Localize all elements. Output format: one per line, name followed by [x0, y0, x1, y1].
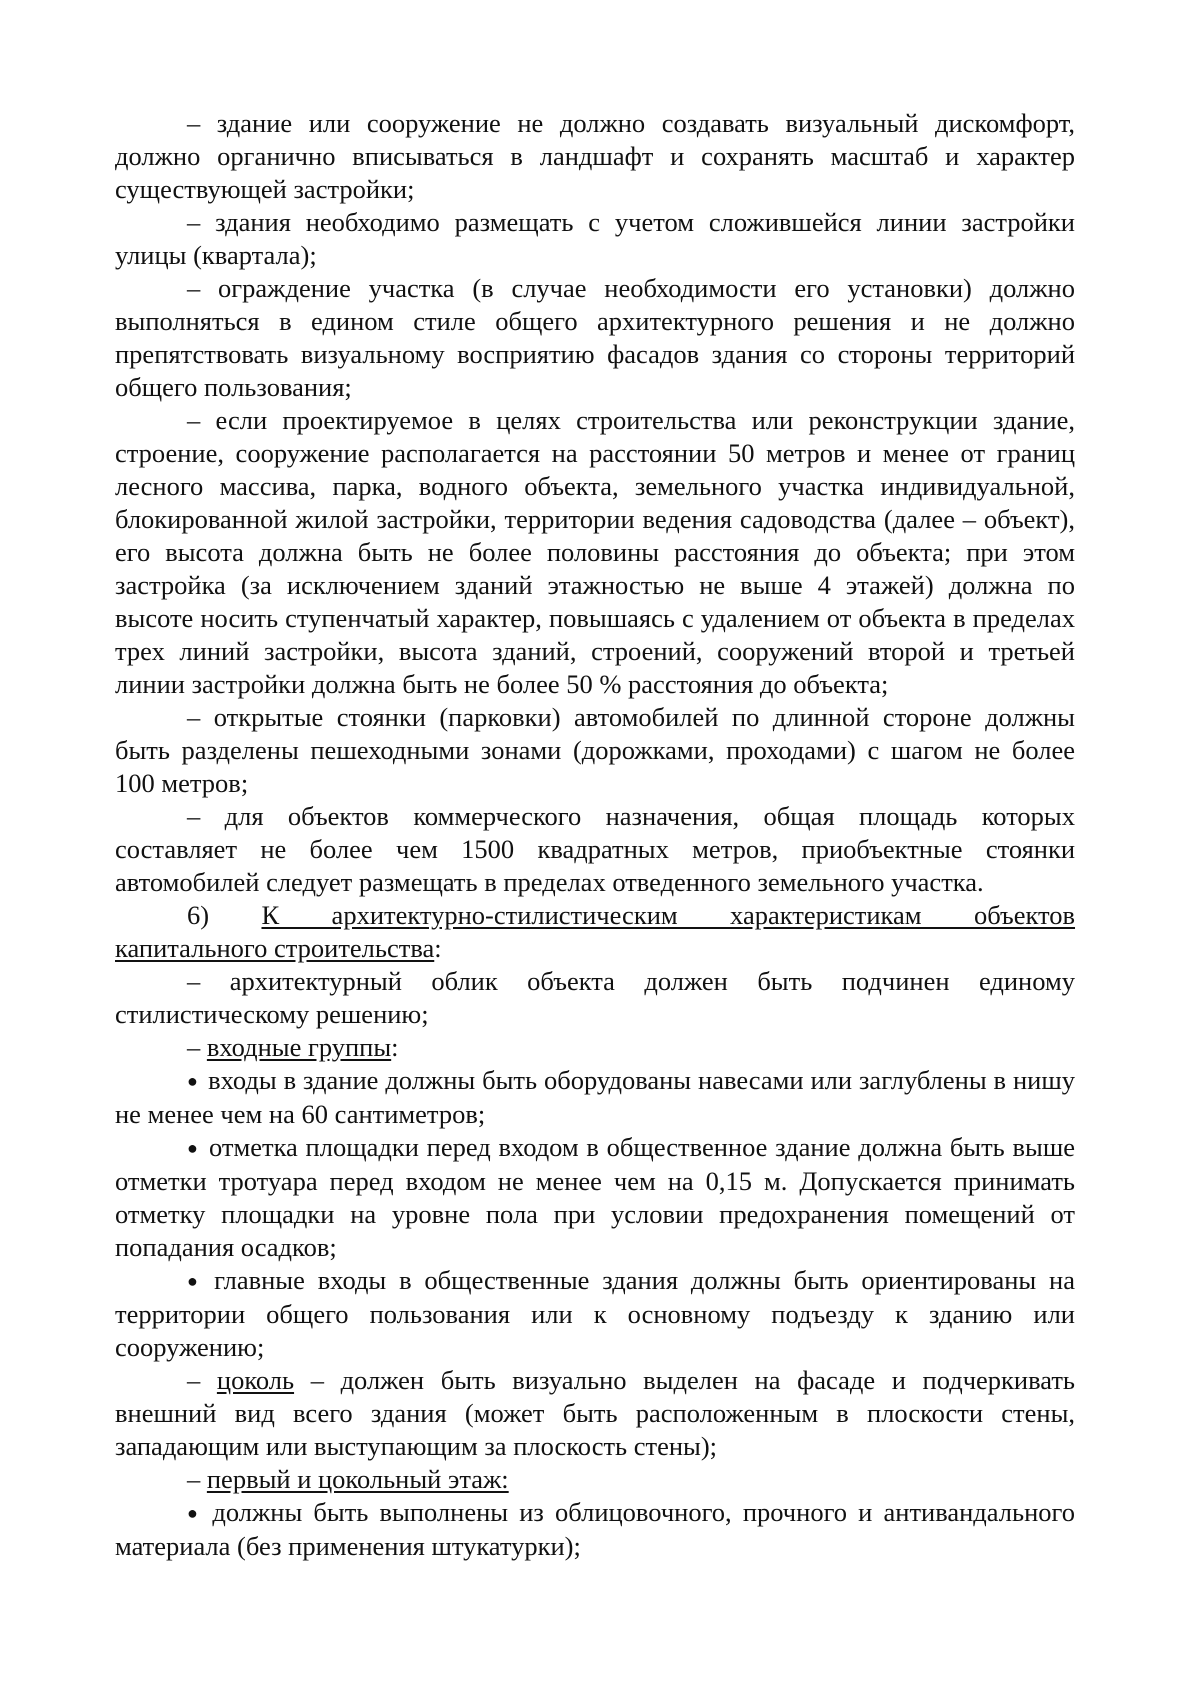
document-page [115, 107, 1075, 1563]
ground-floor-label: первый и цокольный этаж: [206, 1464, 509, 1494]
paragraph-parking-zones: – открытые стоянки (парковки) автомобилей по длинной стороне должны быть разделены пешеходными зонами (дорожками, проходами) с шагом не более 100 метров; [115, 702, 1075, 798]
paragraph-commercial-parking: – для объектов коммерческого назначения, общая площадь которых составляет не более чем 1500 квадратных метров, приобъектные стоянки автомобилей следует размещать в пределах отведенного земельного участка. [115, 801, 1075, 897]
paragraph-visual-comfort: – здание или сооружение не должно создавать визуальный дискомфорт, должно органично вписываться в ландшафт и сохранять масштаб и характер существующей застройки; [115, 108, 1075, 204]
section-number: 6) [187, 900, 210, 930]
paragraph-height-limits: – если проектируемое в целях строительства или реконструкции здание, строение, сооружение располагается на расстоянии 50 метров и менее от границ лесного массива, парка, водного объекта, земельного участка индивидуальной, блокированной жилой застройки, территории ведения садоводства (далее – объект), его высота должна быть не более половины расстояния до объекта; при этом застройка (за исключением зданий этажностью не выше 4 этажей) должна по высоте носить ступенчатый характер, повышаясь с удалением от объекта в пределах трех линий застройки, высота зданий, строений, сооружений второй и третьей линии застройки должна быть не более 50 % расстояния до объекта; [115, 405, 1075, 699]
bullet-item-main-entrances: ● главные входы в общественные здания должны быть ориентированы на территории общего пользования или к основному подъезду к зданию или сооружению; [115, 1265, 1075, 1362]
section-heading-line1 [115, 899, 1075, 932]
subheading-entrance-groups: – входные группы: [187, 1032, 399, 1062]
paragraph-plinth: – цоколь – должен быть визуально выделен на фасаде и подчеркивать внешний вид всего здания (может быть расположенным в плоскости стены, западающим или выступающим за плоскость стены); [115, 1365, 1076, 1461]
entrance-groups-label: входные группы [206, 1032, 392, 1062]
bullet-item-platform-level: ● отметка площадки перед входом в общественное здание должна быть выше отметки тротуара перед входом не менее чем на 0,15 м. Допускается принимать отметку площадки на уровне пола при условии предохранения помещений от попадания осадков; [115, 1132, 1075, 1262]
paragraph-building-line: – здания необходимо размещать с учетом сложившейся линии застройки улицы (квартала); [115, 207, 1075, 270]
paragraph-style-unity: – архитектурный облик объекта должен быть подчинен единому стилистическому решению; [115, 966, 1075, 1029]
paragraph-fence: – ограждение участка (в случае необходимости его установки) должно выполняться в едином стиле общего архитектурного решения и не должно препятствовать визуальному восприятию фасадов здания со стороны территорий общего пользования; [115, 273, 1075, 402]
bullet-icon: ● [187, 1071, 199, 1091]
section-heading-text: К архитектурно-стилистическим характеристикам объектов [261, 900, 1076, 930]
bullet-item-canopies: ● входы в здание должны быть оборудованы навесами или заглублены в нишу не менее чем на 60 сантиметров; [115, 1065, 1075, 1129]
section-heading-line2: капитального строительства: [115, 933, 442, 963]
bullet-item-facing-material: ● должны быть выполнены из облицовочного, прочного и антивандального материала (без применения штукатурки); [115, 1497, 1075, 1561]
section-heading-text-cont: капитального строительства [115, 933, 435, 963]
plinth-label: цоколь [216, 1365, 295, 1395]
bullet-icon: ● [187, 1271, 205, 1291]
bullet-icon: ● [187, 1503, 203, 1523]
subheading-ground-floor: – первый и цокольный этаж: [187, 1464, 509, 1494]
bullet-icon: ● [187, 1138, 199, 1158]
